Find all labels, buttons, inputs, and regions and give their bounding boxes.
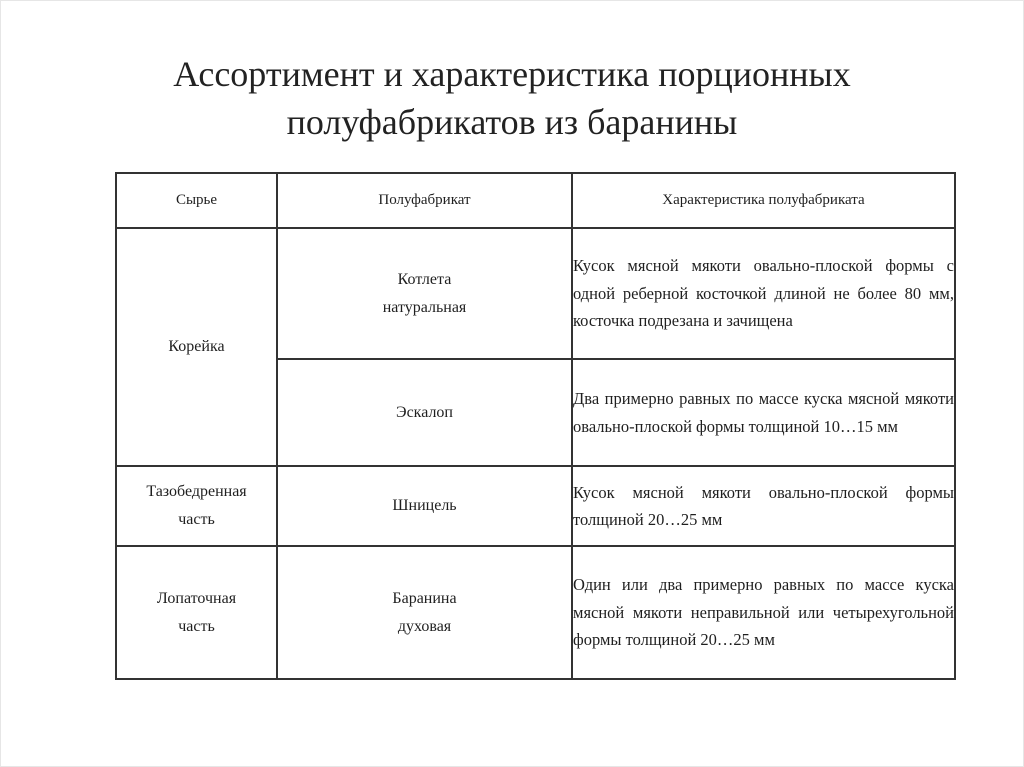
table-row (116, 546, 955, 679)
raw-cell-shoulder (116, 546, 277, 679)
description-cell: Один или два примерно равных по массе куска мясной мякоти неправильной или четырехугольной формы толщиной 20…25 мм (572, 546, 955, 679)
raw-label-line: Лопаточная (156, 589, 237, 607)
product-label-line: Баранина (392, 589, 457, 607)
product-label-line: духовая (397, 617, 452, 635)
table-row (116, 466, 955, 546)
column-header-description: Характеристика полуфабриката (572, 173, 955, 228)
column-header-product: Полуфабрикат (277, 173, 572, 228)
description-cell: Два примерно равных по массе куска мясной мякоти овально-плоской формы толщиной 10…15 мм (572, 359, 955, 466)
page-title (0, 50, 1024, 146)
table-row (116, 228, 955, 359)
title-line-1: Ассортимент и характеристика порционных (173, 54, 851, 94)
product-label-line: Эскалоп (396, 403, 453, 421)
raw-cell-hip (116, 466, 277, 546)
product-label-line: Котлета (397, 270, 452, 288)
column-header-raw: Сырье (116, 173, 277, 228)
product-label-line: натуральная (382, 298, 467, 316)
raw-cell-loin (116, 228, 277, 466)
assortment-table (115, 172, 956, 680)
product-cell (277, 359, 572, 466)
description-cell: Кусок мясной мякоти овально-плоской формы с одной реберной косточкой длиной не более 80 мм, косточка подрезана и зачищена (572, 228, 955, 359)
product-label-line: Шницель (392, 497, 457, 514)
product-cell (277, 228, 572, 359)
product-cell (277, 466, 572, 546)
description-cell: Кусок мясной мякоти овально-плоской формы толщиной 20…25 мм (572, 466, 955, 546)
table-header-row (116, 173, 955, 228)
product-cell (277, 546, 572, 679)
raw-label-line: часть (178, 511, 215, 528)
title-line-2: полуфабрикатов из баранины (286, 102, 738, 142)
raw-label-line: часть (178, 617, 215, 635)
raw-label-line: Тазобедренная (146, 483, 247, 500)
raw-label: Корейка (168, 338, 225, 355)
